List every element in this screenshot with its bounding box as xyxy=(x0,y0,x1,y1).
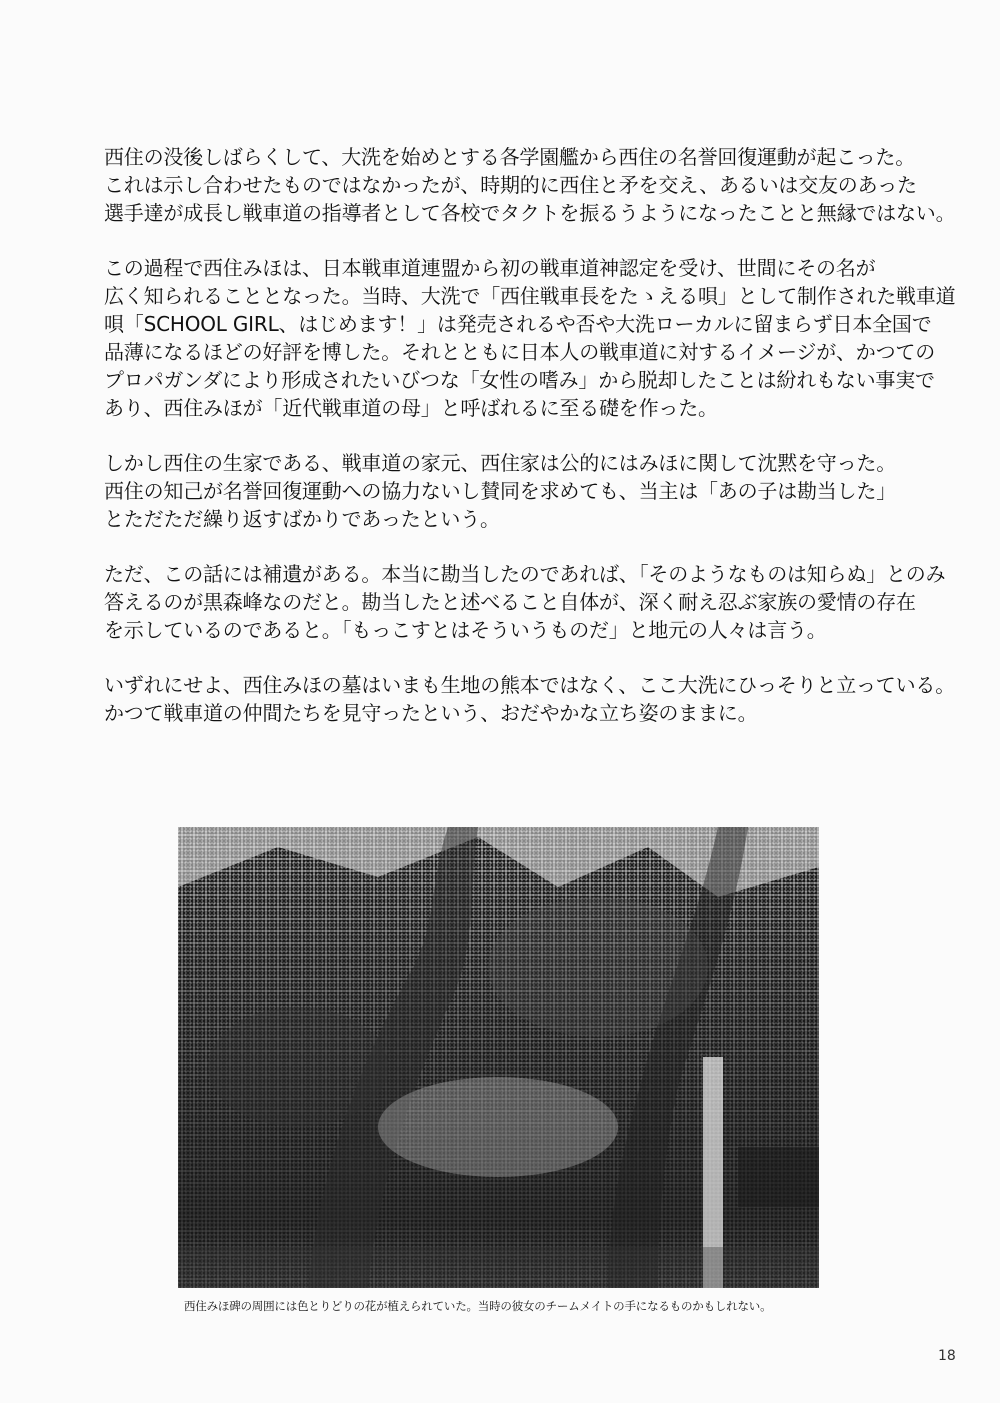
text-line: プロパガンダにより形成されたいびつな「女性の嗜み」から脱却したことは紛れもない事実で xyxy=(104,368,935,392)
memorial-photo xyxy=(178,827,819,1288)
text-line: いずれにせよ、西住みほの墓はいまも生地の熊本ではなく、ここ大洗にひっそりと立っている。 xyxy=(104,673,955,697)
text-line: 西住の没後しばらくして、大洗を始めとする各学園艦から西住の名誉回復運動が起こった。 xyxy=(104,145,915,169)
photo-shapes xyxy=(178,827,819,1288)
photo-caption: 西住みほ碑の周囲には色とりどりの花が植えられていた。当時の彼女のチームメイトの手になるものかもしれない。 xyxy=(184,1299,772,1313)
text-line: 西住の知己が名誉回復運動への協力ないし賛同を求めても、当主は「あの子は勘当した」 xyxy=(104,479,896,503)
text-line: 品薄になるほどの好評を博した。それとともに日本人の戦車道に対するイメージが、かつての xyxy=(104,340,935,364)
text-line: あり、西住みほが「近代戦車道の母」と呼ばれるに至る礎を作った。 xyxy=(104,396,718,420)
text-line: ただ、この話には補遺がある。本当に勘当したのであれば、「そのようなものは知らぬ」とのみ xyxy=(104,562,946,586)
text-line: かつて戦車道の仲間たちを見守ったという、おだやかな立ち姿のままに。 xyxy=(104,701,758,725)
text-line: 選手達が成長し戦車道の指導者として各校でタクトを振るうようになったことと無縁ではない。 xyxy=(104,201,956,225)
text-line: を示しているのであると。「もっこすとはそういうものだ」と地元の人々は言う。 xyxy=(104,618,827,642)
text-line: 唄「SCHOOL GIRL、はじめます！」は発売されるや否や大洗ローカルに留まらず日本全国で xyxy=(104,312,932,336)
paragraph-1 xyxy=(104,143,956,227)
text-line: とただただ繰り返すばかりであったという。 xyxy=(104,507,500,531)
paragraph-4 xyxy=(104,560,946,644)
paragraph-3 xyxy=(104,449,924,533)
text-line: これは示し合わせたものではなかったが、時期的に西住と矛を交え、あるいは交友のあった xyxy=(104,173,917,197)
body-text xyxy=(104,143,956,754)
text-line: 広く知られることとなった。当時、大洗で「西住戦車長をたゝえる唄」として制作された戦車道 xyxy=(104,284,956,308)
text-line: この過程で西住みほは、日本戦車道連盟から初の戦車道神認定を受け、世間にその名が xyxy=(104,256,876,280)
text-line: しかし西住の生家である、戦車道の家元、西住家は公的にはみほに関して沈黙を守った。 xyxy=(104,451,896,475)
text-line: 答えるのが黒森峰なのだと。勘当したと述べること自体が、深く耐え忍ぶ家族の愛情の存在 xyxy=(104,590,916,614)
page-number: 18 xyxy=(938,1348,956,1364)
paragraph-5 xyxy=(104,671,955,727)
paragraph-2 xyxy=(104,254,956,422)
